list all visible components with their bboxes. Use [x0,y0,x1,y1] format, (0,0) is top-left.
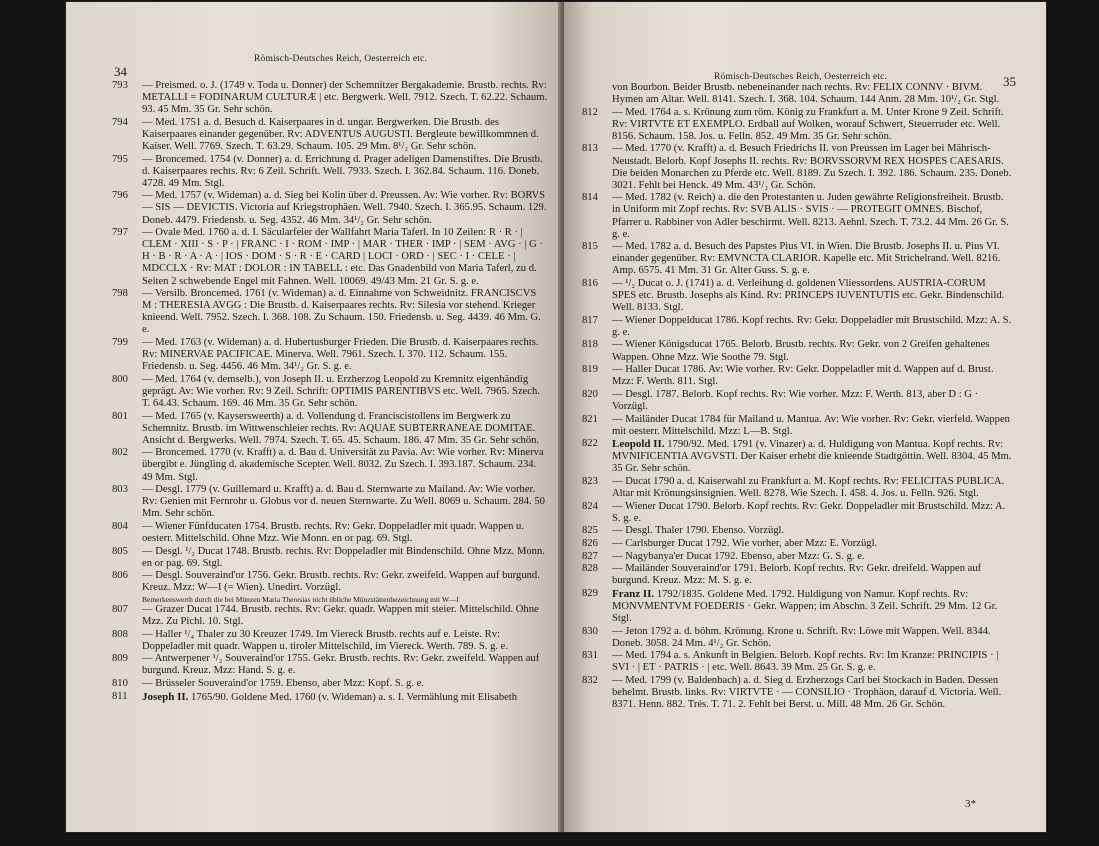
entry-text: — Mailänder Ducat 1784 für Mailand u. Mantua. Av: Wie vorher. Rv: Gekr. vierfeld. Wappen mit oesterr. Mittelschild. Mzz: L—B. Stgl. [612,413,1010,437]
entry-number: 823 [582,476,598,487]
entry-text: — Med. 1751 a. d. Besuch d. Kaiserpaares in d. ungar. Bergwerken. Die Brustb. des Kaiserpaares einander gegenüber. Rv: ADVENTUS AUGUSTI. Bergleute bewillkommnen d. Kaiser. Well. 7769. Szech. T. 63.29. Schaum. 105. 29 Mm. 8¹/₂ Gr. Sehr schön. [142,116,539,152]
catalog-entry [582,500,1012,525]
catalog-entry [588,82,1012,106]
open-book [66,2,1046,832]
catalog-entry [112,678,548,690]
catalog-entry [582,364,1012,388]
entry-text: — Med. 1782 (v. Reich) a. die den Protestanten u. Juden gewährte Religionsfreiheit. Brustb. in Uniform mit Zopf rechts. Rv: SVB ALIS · SVIS · — PROTEGIT OMNES. Bischof, Pfarrer u. Rabbiner von Adler beschirmt. Well. 8213. Aehnl. Szech. T. 73.2. 44 Mm. 26 Gr. S. g. e. [612,192,1009,240]
running-head-right: Römisch-Deutsches Reich, Oesterreich etc. [714,72,888,82]
catalog-entry [582,550,1012,563]
entry-text: — Med. 1782 a. d. Besuch des Papstes Pius VI. in Wien. Die Brustb. Josephs II. u. Pius VI. einander gegenüber. Rv: EMVNCTA CLARIOR. Kapelle etc. Mit Strichelrand. Well. 8216. Amp. 6575. 41 Mm. 31 Gr. Alter Guss. S. g. e. [612,241,1001,277]
entry-number: 829 [582,587,598,599]
catalog-entry [582,537,1012,550]
entry-text: — Desgl. 1779 (v. Guillemard u. Krafft) a. d. Bau d. Sternwarte zu Mailand. Av: Wie vorher. Rv: Genien mit Fernrohr u. Globus vor d. neuen Sternwarte. Zu Well. 8069 u. Schaum. 284. 50 Mm. Sehr schön. [142,484,545,520]
ruler-name: Franz II. [612,587,655,600]
catalog-entry [112,153,548,190]
catalog-entry [582,143,1012,191]
entry-list-right [582,82,1012,712]
entry-number: 825 [582,525,598,537]
entry-text: — Ducat 1790 a. d. Kaiserwahl zu Frankfurt a. M. Kopf rechts. Rv: FELICITAS PUBLICA. Altar mit Krönungsinsignien. Well. 8278. Wie Szech. I. 458. 4. Jos. u. Felln. 926. Stgl. [612,476,1005,500]
catalog-entry [582,675,1012,711]
entry-text: — Preismed. o. J. (1749 v. Toda u. Donner) der Schemnitzer Bergakademie. Brustb. rechts. Rv: METALLI = FODINARUM CULTURÆ | etc. Bergwerk. Well. 7912. Szech. T. 62.22. Schaum. 93. 45 Mm. 35 Gr. Sehr schön. [142,80,548,116]
entry-text: — Wiener Ducat 1790. Belorb. Kopf rechts. Rv: Gekr. Doppeladler mit Brustschild. Mzz: A. S. g. e. [612,500,1006,524]
entry-number: 822 [582,438,598,450]
entry-text: — Grazer Ducat 1744. Brustb. rechts. Rv: Gekr. quadr. Wappen mit steier. Mittelschild. Ohne Mzz. Zu Pichl. 10. Stgl. [142,603,539,628]
entry-number: 830 [582,625,598,637]
entry-text: — Med. 1770 (v. Krafft) a. d. Besuch Friedrichs II. von Preussen im Lager bei Mährisch-Neustadt. Belorb. Kopf Josephs II. rechts. Rv: BORVSSORVM REX HOSPES CAESARIS. Die beiden Monarchen zu Pferde etc. Well. 8189. Zu Szech. I. 392. 186. Schaum. 235. Doneb. 3021. Fehlt bei Henck. 49 Mm. 43¹/₂ Gr. Schön. [612,143,1012,191]
entry-number: 828 [582,563,598,575]
catalog-entry [582,278,1012,314]
entry-number: 796 [112,190,128,202]
catalog-entry [582,413,1012,438]
catalog-entry [582,563,1012,587]
catalog-entry [112,116,548,153]
catalog-entry [112,690,548,704]
entry-number: 805 [112,545,128,557]
right-page [564,2,1046,832]
entry-text: — Ovale Med. 1760 a. d. I. Säcularfeier der Wallfahrt Maria Taferl. In 10 Zeilen: R · R · | CLEM · XIII · S · P · | FRANC · I · ROM · IMP · | MAR · THER · IMP · | SEM · AVG · | G · H · B · R · A · A · | IOS · DOM · S · R · E · CARD | LOCI · ORD · | SEC · I · CELE · | MDCCLX · Rv: MAT : DOLOR : IN TABELL : etc. Das Gnadenbild von Maria Taferl, zu d. Seiten 2 schwebende Engel mit Fahnen. Well. 10069. 49/43 Mm. 21 Gr. S. g. e. [142,227,543,287]
running-head-left: Römisch-Deutsches Reich, Oesterreich etc. [254,54,428,64]
entry-text: — Carlsburger Ducat 1792. Wie vorher, aber Mzz: E. Vorzügl. [612,537,878,549]
entry-number: 832 [582,675,598,686]
entry-number: 816 [582,278,598,289]
entry-number: 806 [112,570,128,582]
catalog-entry [112,336,548,373]
catalog-entry [582,192,1012,240]
entry-number: 831 [582,650,598,662]
entry-text: — Wiener Fünfducaten 1754. Brustb. rechts. Rv: Gekr. Doppeladler mit quadr. Wappen u. oesterr. Mittelschild. Ohne Mzz. Wie Monn. en or pag. 69. Stgl. [142,520,524,544]
entry-number: 820 [582,388,598,400]
entry-number: 811 [112,690,128,702]
ruler-name: Joseph II. [142,690,189,703]
entry-number: 800 [112,373,128,385]
entry-text: — Med. 1757 (v. Wideman) a. d. Sieg bei Kolin über d. Preussen. Av: Wie vorher. Rv: BORVS — SIS — DEVICTIS. Victoria auf Kriegstrophäen. Well. 7940. Szech. I. 365.95. Schaum. 129. Doneb. 4479. Friedensb. u. Seg. 4352. 46 Mm. 34¹/₂ Gr. Sehr schön. [142,190,547,226]
entry-text: — Nagybanya'er Ducat 1792. Ebenso, aber Mzz: G. S. g. e. [612,550,865,562]
catalog-entry [582,339,1012,363]
entry-number: 817 [582,314,598,326]
entry-number: 799 [112,336,128,348]
entry-text: — Broncemed. 1754 (v. Donner) a. d. Errichtung d. Prager adeligen Damenstiftes. Die Brustb. d. Kaiserpaares rechts. Rv: 6 Zeil. Schrift. Well. 7933. Szech. I. 362.84. Schaum. 116. Doneb. 4728. 49 Mm. Stgl. [142,153,543,189]
entry-number: 794 [112,116,128,128]
entry-number: 821 [582,413,598,425]
entry-text: — ¹/₂ Ducat o. J. (1741) a. d. Verleihung d. goldenen Vliessordens. AUSTRIA-CORUM SPES etc. Brustb. Josephs als Kind. Rv: PRINCEPS IUVENTUTIS etc. Gekr. Bindenschild. Well. 8133. Stgl. [612,278,1005,314]
catalog-entry [112,570,548,594]
entry-number: 801 [112,410,128,422]
catalog-entry [582,314,1012,339]
entry-text: — Haller ¹/₄ Thaler zu 30 Kreuzer 1749. Im Viereck Brustb. rechts auf e. Leiste. Rv: Doppeladler mit quadr. Wappen u. tiroler Mittelschild, im Viereck. Werth. 789. S. g. e. [142,628,509,652]
entry-list-left [112,80,548,704]
entry-number: 812 [582,106,598,118]
entry-number: 824 [582,500,598,512]
catalog-entry [112,545,548,570]
catalog-entry [112,484,548,520]
entry-number: 814 [582,192,598,204]
entry-number: 815 [582,241,598,253]
catalog-entry [112,80,548,116]
entry-text: — Med. 1794 a. s. Ankunft in Belgien. Belorb. Kopf rechts. Rv: Im Kranze: PRINCIPIS · | SVI · | ET · PATRIS · | etc. Well. 8643. 39 Mm. 25 Gr. S. g. e. [612,650,999,674]
entry-number: 819 [582,364,598,376]
catalog-entry [582,625,1012,650]
signature-mark: 3* [965,798,976,810]
entry-text: — Antwerpener ¹/₂ Souveraind'or 1755. Gekr. Brustb. rechts. Rv: Gekr. zweifeld. Wappen auf burgund. Kreuz. Mzz: Hand. S. g. e. [142,653,540,677]
catalog-entry [112,227,548,287]
catalog-entry [112,628,548,653]
entry-number: 818 [582,339,598,351]
entry-text: — Wiener Königsducat 1765. Belorb. Brustb. rechts. Rv: Gekr. von 2 Greifen gehaltenes Wappen. Ohne Mzz. Wie Soothe 79. Stgl. [612,339,990,363]
catalog-entry [582,587,1012,625]
entry-text: — Desgl. Thaler 1790. Ebenso. Vorzügl. [612,525,785,537]
entry-number: 808 [112,628,128,640]
catalog-entry [582,388,1012,413]
ruler-name: Leopold II. [612,438,665,451]
entry-number: 793 [112,80,128,91]
catalog-entry [112,288,548,336]
entry-text: — Mailänder Souveraind'or 1791. Belorb. Kopf rechts. Rv: Gekr. dreifeld. Wappen auf burgund. Kreuz. Mzz: M. S. g. e. [612,563,982,587]
catalog-entry [582,525,1012,537]
catalog-entry [582,438,1012,475]
entry-text: von Bourbon. Beider Brustb. nebeneinander nach rechts. Rv: FELIX CONNV · BIVM. Hymen am Altar. Well. 8141. Szech. I. 368. 104. Schaum. 144 Anm. 28 Mm. 10¹/₂ Gr. Stgl. [612,82,1000,106]
entry-number: 797 [112,227,128,239]
entry-text: — Med. 1799 (v. Baldenbach) a. d. Sieg d. Erzherzogs Carl bei Stockach in Baden. Dessen behelmt. Brustb. links. Rv: VIRTVTE · — CONSILIO · Trophäon, darauf d. Victoria. Well. 8371. Henn. 882. Trés. T. 71. 2. Fehlt bei Berst. u. Mill. 48 Mm. 26 Gr. Schön. [612,675,1002,711]
entry-number: 826 [582,537,598,549]
entry-text: — Desgl. ¹/₂ Ducat 1748. Brustb. rechts. Rv: Doppeladler mit Bindenschild. Ohne Mzz. Monn. en or pag. 69. Stgl. [142,545,545,569]
catalog-entry [112,373,548,410]
catalog-entry [582,476,1012,500]
catalog-entry [112,653,548,677]
left-page [66,2,564,832]
entry-text: 1765/90. Goldene Med. 1760 (v. Wideman) a. s. I. Vermählung mit Elisabeth [191,691,518,703]
entry-text: — Med. 1765 (v. Kaysersweerth) a. d. Vollendung d. Franciscistollens im Bergwerk zu Schemnitz. Brustb. im Wittwenschleier rechts. Rv: AQUAE SUBTERRANEAE DOMITAE. Ansicht d. Bergwerks. Well. 7974. Szech. T. 65. 45. Schaum. 186. 47 Mm. 35 Gr. Sehr schön. [142,410,540,446]
page-number-right: 35 [1003,74,1016,89]
catalog-entry [112,520,548,545]
catalog-entry [112,447,548,483]
catalog-entry [582,106,1012,143]
entry-text: — Versilb. Broncemed. 1761 (v. Wideman) a. d. Einnahme von Schweidnitz. FRANCISCVS M : THERESIA AVGG : Die Brustb. d. Kaiserpaares rechts. Rv: Silesia vor stehend. Krieger knieend. Well. 7952. Szech. I. 368. 108. Zu Schaum. 150. Friedensb. u. Seg. 4439. 46 Mm. G. e. [142,288,541,336]
entry-text: — Broncemed. 1770 (v. Krafft) a. d. Bau d. Universität zu Pavia. Av: Wie vorher. Rv: Minerva übergibt e. Jüngling d. akademische Scepter. Well. 8032. Zu Szech. I. 393.187. Schaum. 234. 49 Mm. Stgl. [142,447,544,483]
entry-number: 804 [112,520,128,532]
catalog-entry [582,650,1012,674]
entry-number: 802 [112,447,128,459]
entry-text: — Haller Ducat 1786. Av: Wie vorher. Rv: Gekr. Doppeladler mit d. Wappen auf d. Brust. Mzz: F. Werth. 811. Stgl. [612,364,994,388]
entry-text: — Desgl. Souveraind'or 1756. Gekr. Brustb. rechts. Rv: Gekr. zweifeld. Wappen auf burgund. Kreuz. Mzz: W—I (= Wien). Unedirt. Vorzügl. [142,570,540,594]
entry-footnote: Bemerkenswerth durch die bei Münzen Maria Theresias nicht übliche Münzstättenbezeichnung mit W—I [142,594,459,604]
page-number-left: 34 [114,64,127,79]
entry-text: — Desgl. 1787. Belorb. Kopf rechts. Rv: Wie vorher. Mzz: F. Werth. 813, aber D : G · Vorzügl. [612,388,979,412]
entry-text: 1790/92. Med. 1791 (v. Vinazer) a. d. Huldigung von Mantua. Kopf rechts. Rv: MVNIFICENTIA AVGVSTI. Der Kaiser erhebt die knieende Stadtgöttin. Well. 8304. 45 Mm. 35 Gr. Sehr schön. [612,439,1012,475]
entry-text: — Brüsseler Souveraind'or 1759. Ebenso, aber Mzz: Kopf. S. g. e. [142,678,424,689]
entry-number: 798 [112,288,128,300]
catalog-entry [112,603,548,628]
entry-text: — Med. 1764 (v. demselb.), von Joseph II. u. Erzherzog Leopold zu Kremnitz eigenhändig geprägt. Av: Wie vorher. Rv: 9 Zeil. Schrift: OPTIMIS PARENTIBVS etc. Well. 7965. Szech. T. 64.43. Schaum. 169. 46 Mm. 35 Gr. Sehr schön. [142,373,540,409]
catalog-entry [112,410,548,447]
entry-text: — Med. 1763 (v. Wideman) a. d. Hubertusburger Frieden. Die Brustb. d. Kaiserpaares rechts. Rv: MINERVAE PACIFICAE. Minerva. Well. 7961. Szech. I. 370. 112. Schaum. 155. Friedensb. u. Seg. 4456. 46 Mm. 34¹/₂ Gr. S. g. e. [142,336,539,373]
entry-number: 795 [112,153,128,165]
entry-number: 827 [582,550,598,562]
entry-number: 803 [112,484,128,496]
entry-text: — Med. 1764 a. s. Krönung zum röm. König zu Frankfurt a. M. Unter Krone 9 Zeil. Schrift. Rv: VIRTVTE ET EXEMPLO. Erdball auf Wolken, worauf Schwert, Steuerruder etc. Well. 8156. Schaum. 158. Jos. u. Felln. 852. 49 Mm. 35 Gr. Sehr schön. [612,106,1004,142]
entry-number: 807 [112,603,128,615]
entry-number: 809 [112,653,128,665]
catalog-entry [112,190,548,226]
entry-number: 810 [112,678,128,689]
catalog-entry [582,241,1012,277]
entry-text: — Wiener Doppelducat 1786. Kopf rechts. Rv: Gekr. Doppeladler mit Brustschild. Mzz: A. S. g. e. [612,314,1012,338]
entry-number: 813 [582,143,598,155]
entry-text: 1792/1835. Goldene Med. 1792. Huldigung von Namur. Kopf rechts. Rv: MONVMENTVM FOEDERIS · Gekr. Wappen; im Abschn. 3 Zeil. Schrift. 29 Mm. 12 Gr. Stgl. [612,588,998,625]
entry-text: — Jeton 1792 a. d. böhm. Krönung. Krone u. Schrift. Rv: Löwe mit Wappen. Well. 8344. Doneb. 3058. 24 Mm. 4¹/₂ Gr. Schön. [612,625,991,649]
